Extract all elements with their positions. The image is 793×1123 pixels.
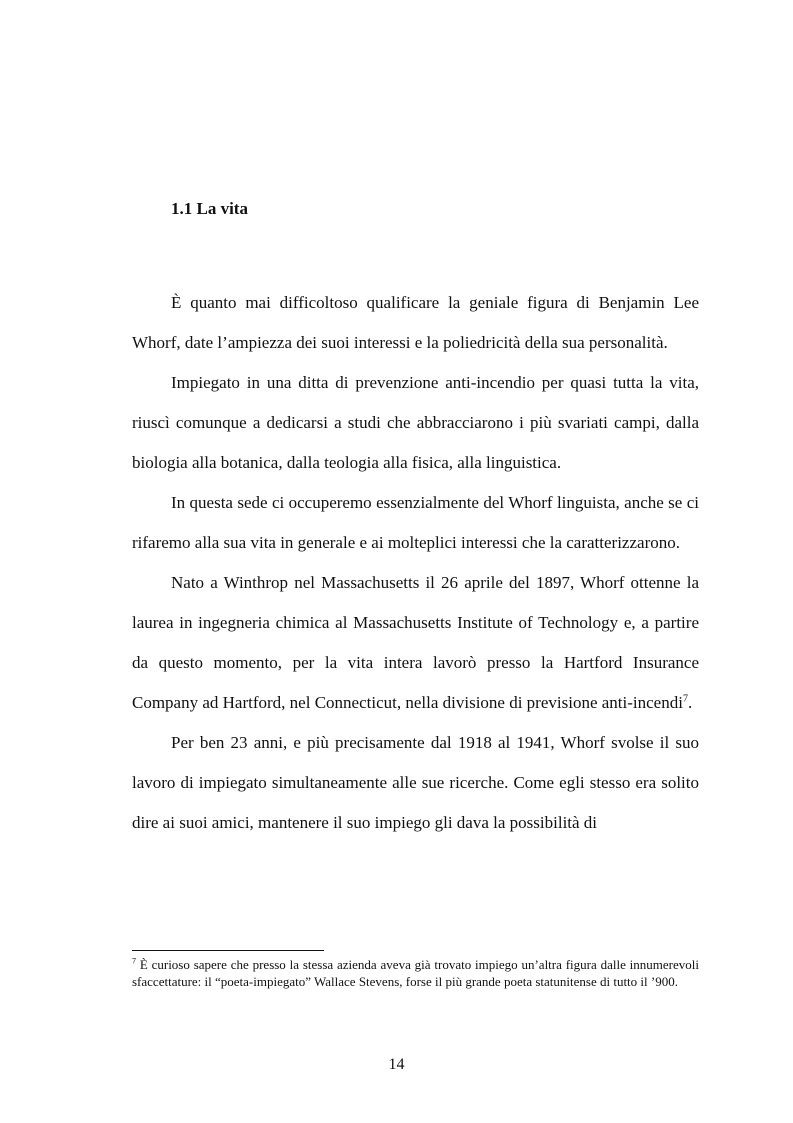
footnote-separator bbox=[132, 950, 324, 951]
footnote-text: È curioso sapere che presso la stessa azienda aveva già trovato impiego un’altra figura dalle innumerevoli sfaccettature: il “poeta-impiegato” Wallace Stevens, forse il più grande poeta statunitense di tutto il ’900. bbox=[132, 957, 699, 989]
body-text bbox=[132, 283, 699, 843]
section-heading: 1.1 La vita bbox=[171, 199, 248, 218]
paragraph-4 bbox=[132, 563, 699, 723]
paragraph-3: In questa sede ci occuperemo essenzialmente del Whorf linguista, anche se ci rifaremo alla sua vita in generale e ai molteplici interessi che la caratterizzarono. bbox=[132, 493, 699, 552]
footnote bbox=[132, 956, 699, 990]
paragraph-2: Impiegato in una ditta di prevenzione anti-incendio per quasi tutta la vita, riuscì comunque a dedicarsi a studi che abbracciarono i più svariati campi, dalla biologia alla botanica, dalla teologia alla fisica, alla linguistica. bbox=[132, 373, 699, 472]
paragraph-4-end: . bbox=[687, 693, 693, 712]
footnote-number: 7 bbox=[132, 956, 136, 966]
page-number: 14 bbox=[388, 1056, 405, 1073]
paragraph-1: È quanto mai difficoltoso qualificare la geniale figura di Benjamin Lee Whorf, date l’ampiezza dei suoi interessi e la poliedricità della sua personalità. bbox=[132, 293, 699, 352]
paragraph-4-text: Nato a Winthrop nel Massachusetts il 26 aprile del 1897, Whorf ottenne la laurea in ingegneria chimica al Massachusetts Institute of Technology e, a partire da questo momento, per la vita intera lavorò presso la Hartford Insurance Company ad Hartford, nel Connecticut, nella divisione di previsione anti-incendi bbox=[132, 573, 699, 712]
footnote-reference: 7 bbox=[682, 693, 688, 705]
paragraph-5: Per ben 23 anni, e più precisamente dal 1918 al 1941, Whorf svolse il suo lavoro di impiegato simultaneamente alle sue ricerche. Come egli stesso era solito dire ai suoi amici, mantenere il suo impiego gli dava la possibilità di bbox=[132, 733, 699, 832]
